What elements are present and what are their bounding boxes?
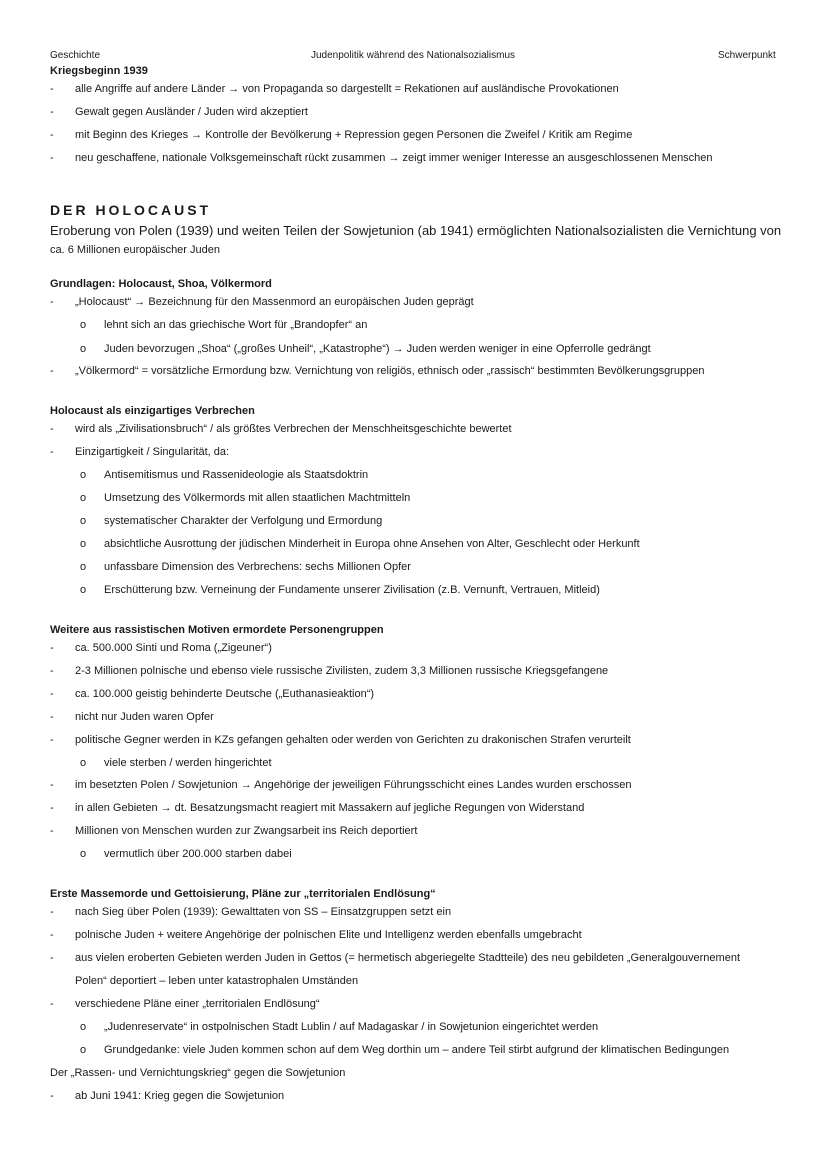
sub-item: Antisemitismus und Rassenideologie als Staatsdoktrin — [104, 469, 369, 481]
sub-item: lehnt sich an das griechische Wort für „Brandopfer“ an — [104, 319, 368, 331]
bullet-circle: o — [80, 492, 87, 504]
massenmorde-heading: Erste Massemorde und Gettoisierung, Pläne zur „territorialen Endlösung“ — [50, 888, 436, 900]
bullet-circle: o — [80, 515, 87, 527]
grundlagen-heading: Grundlagen: Holocaust, Shoa, Völkermord — [50, 278, 272, 290]
einzigartig-heading: Holocaust als einzigartiges Verbrechen — [50, 405, 255, 417]
list-item: Millionen von Menschen wurden zur Zwangsarbeit ins Reich deportiert — [75, 825, 418, 837]
bullet-dash: - — [50, 129, 54, 141]
sub-item: Erschütterung bzw. Verneinung der Fundamente unserer Zivilisation (z.B. Vernunft, Vertrauen, Mitleid) — [104, 584, 600, 596]
header-center: Judenpolitik während des Nationalsozialismus — [311, 50, 515, 61]
list-item: „Holocaust“ → Bezeichnung für den Massenmord an europäischen Juden geprägt — [75, 296, 474, 308]
list-item: „Völkermord“ = vorsätzliche Ermordung bzw. Vernichtung von religiös, ethnisch oder „rassisch“ bestimmten Bevölkerungsgruppen — [75, 365, 705, 377]
bullet-dash: - — [50, 779, 54, 791]
bullet-dash: - — [50, 952, 54, 964]
section-title: DER HOLOCAUST — [50, 202, 212, 218]
list-item: ca. 100.000 geistig behinderte Deutsche („Euthanasieaktion“) — [75, 688, 375, 700]
bullet-dash: - — [50, 825, 54, 837]
bullet-dash: - — [50, 1090, 54, 1102]
bullet-dash: - — [50, 642, 54, 654]
bullet-circle: o — [80, 469, 87, 481]
list-item: aus vielen eroberten Gebieten werden Juden in Gettos (= hermetisch abgeriegelte Stadtteile) des neu gebildeten „Generalgouvernement — [75, 952, 741, 964]
bullet-dash: - — [50, 688, 54, 700]
intro-text-cont: ca. 6 Millionen europäischer Juden — [50, 244, 220, 256]
sub-item: Umsetzung des Völkermords mit allen staatlichen Machtmitteln — [104, 492, 411, 504]
bullet-dash: - — [50, 152, 54, 164]
list-item: verschiedene Pläne einer „territorialen Endlösung“ — [75, 998, 320, 1010]
sub-item: vermutlich über 200.000 starben dabei — [104, 848, 292, 860]
bullet-circle: o — [80, 319, 87, 331]
bullet-dash: - — [50, 83, 54, 95]
bullet-dash: - — [50, 734, 54, 746]
bullet-dash: - — [50, 446, 54, 458]
list-item: Einzigartigkeit / Singularität, da: — [75, 446, 230, 458]
list-item: alle Angriffe auf andere Länder → von Propaganda so dargestellt = Rekationen auf ausländische Provokationen — [75, 83, 619, 95]
sub-item: unfassbare Dimension des Verbrechens: sechs Millionen Opfer — [104, 561, 411, 573]
bullet-dash: - — [50, 296, 54, 308]
sub-item: „Judenreservate“ in ostpolnischen Stadt Lublin / auf Madagaskar / in Sowjetunion eingerichtet werden — [104, 1021, 599, 1033]
bullet-dash: - — [50, 998, 54, 1010]
bullet-dash: - — [50, 665, 54, 677]
list-item: mit Beginn des Krieges → Kontrolle der Bevölkerung + Repression gegen Personen die Zweifel / Kritik am Regime — [75, 129, 633, 141]
bullet-circle: o — [80, 848, 87, 860]
bullet-circle: o — [80, 1044, 87, 1056]
bullet-circle: o — [80, 1021, 87, 1033]
bullet-dash: - — [50, 802, 54, 814]
list-item: in allen Gebieten → dt. Besatzungsmacht reagiert mit Massakern auf jegliche Regungen von Widerstand — [75, 802, 585, 814]
bullet-dash: - — [50, 365, 54, 377]
list-item: nach Sieg über Polen (1939): Gewalttaten von SS – Einsatzgruppen setzt ein — [75, 906, 452, 918]
bullet-dash: - — [50, 906, 54, 918]
bullet-dash: - — [50, 423, 54, 435]
sub-item: absichtliche Ausrottung der jüdischen Minderheit in Europa ohne Ansehen von Alter, Geschlecht oder Herkunft — [104, 538, 640, 550]
bullet-circle: o — [80, 561, 87, 573]
list-item: im besetzten Polen / Sowjetunion → Angehörige der jeweiligen Führungsschicht eines Landes wurden erschossen — [75, 779, 632, 791]
sub-item: Juden bevorzugen „Shoa“ („großes Unheil“, „Katastrophe“) → Juden werden weniger in eine Opferrolle gedrängt — [104, 343, 651, 355]
weitere-heading: Weitere aus rassistischen Motiven ermordete Personengruppen — [50, 624, 384, 636]
list-item: nicht nur Juden waren Opfer — [75, 711, 214, 723]
sub-item: viele sterben / werden hingerichtet — [104, 757, 272, 769]
list-item: politische Gegner werden in KZs gefangen gehalten oder werden von Gerichten zu drakonischen Strafen verurteilt — [75, 734, 631, 746]
header-left: Geschichte — [50, 50, 101, 61]
list-item: wird als „Zivilisationsbruch“ / als größtes Verbrechen der Menschheitsgeschichte bewertet — [75, 423, 512, 435]
sub-item: systematischer Charakter der Verfolgung und Ermordung — [104, 515, 383, 527]
list-item-cont: Polen“ deportiert – leben unter katastrophalen Umständen — [75, 975, 359, 987]
bullet-dash: - — [50, 106, 54, 118]
bullet-dash: - — [50, 929, 54, 941]
bullet-circle: o — [80, 538, 87, 550]
list-item: ab Juni 1941: Krieg gegen die Sowjetunion — [75, 1090, 285, 1102]
list-item: Gewalt gegen Ausländer / Juden wird akzeptiert — [75, 106, 308, 118]
bullet-dash: - — [50, 711, 54, 723]
list-item: ca. 500.000 Sinti und Roma („Zigeuner“) — [75, 642, 272, 654]
sub-item: Grundgedanke: viele Juden kommen schon auf dem Weg dorthin um – andere Teil stirbt aufgrund der klimatischen Bedingungen — [104, 1044, 730, 1056]
list-item: 2-3 Millionen polnische und ebenso viele russische Zivilisten, zudem 3,3 Millionen russische Kriegsgefangene — [75, 665, 609, 677]
bullet-circle: o — [80, 343, 87, 355]
bullet-circle: o — [80, 757, 87, 769]
bullet-circle: o — [80, 584, 87, 596]
header-right: Schwerpunkt — [718, 50, 776, 61]
plain-line: Der „Rassen- und Vernichtungskrieg“ gegen die Sowjetunion — [50, 1067, 346, 1079]
list-item: neu geschaffene, nationale Volksgemeinschaft rückt zusammen → zeigt immer weniger Interesse an ausgeschlossenen Menschen — [75, 152, 713, 164]
intro-text: Eroberung von Polen (1939) und weiten Teilen der Sowjetunion (ab 1941) ermöglichten Nationalsozialisten die Vernichtung von — [50, 223, 782, 238]
list-item: polnische Juden + weitere Angehörige der polnischen Elite und Intelligenz werden ebenfalls umgebracht — [75, 929, 582, 941]
kriegsbeginn-heading: Kriegsbeginn 1939 — [50, 65, 148, 77]
